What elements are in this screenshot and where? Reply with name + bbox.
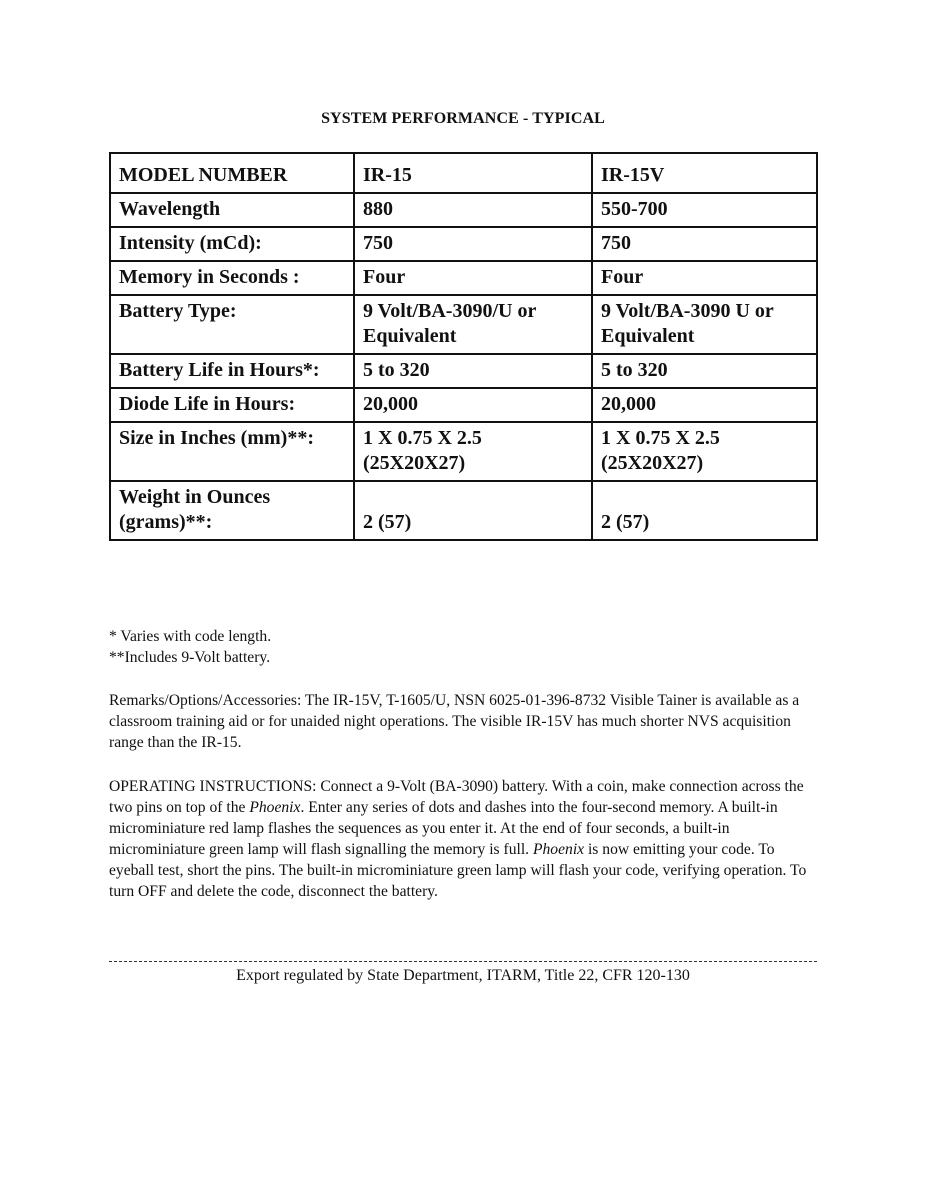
product-name: Phoenix — [532, 841, 585, 858]
table-cell: Battery Type: — [110, 295, 354, 354]
footnote-code-length: * Varies with code length. — [109, 628, 272, 645]
operating-instructions — [109, 776, 821, 902]
table-row — [110, 295, 817, 354]
table-cell: Size in Inches (mm)**: — [110, 422, 354, 481]
table-cell: 750 — [354, 227, 592, 261]
table-row — [110, 354, 817, 388]
table-cell: Weight in Ounces (grams)**: — [110, 481, 354, 540]
table-row — [110, 153, 817, 193]
divider — [109, 961, 817, 962]
table-row — [110, 388, 817, 422]
instructions-text: OPERATING INSTRUCTIONS: Connect a 9-Volt (BA-3090) battery. With a coin, make connection across the two pins on top of the — [109, 778, 804, 816]
table-cell: Memory in Seconds : — [110, 261, 354, 295]
table-cell: 2 (57) — [592, 481, 817, 540]
table-row — [110, 261, 817, 295]
table-cell: 1 X 0.75 X 2.5 (25X20X27) — [354, 422, 592, 481]
performance-table — [109, 152, 818, 541]
export-notice: Export regulated by State Department, ITARM, Title 22, CFR 120-130 — [236, 967, 690, 984]
table-cell: Wavelength — [110, 193, 354, 227]
table-cell: Battery Life in Hours*: — [110, 354, 354, 388]
table-cell: 2 (57) — [354, 481, 592, 540]
table-cell: MODEL NUMBER — [110, 153, 354, 193]
table-cell: 20,000 — [592, 388, 817, 422]
table-cell: 880 — [354, 193, 592, 227]
table-cell: 1 X 0.75 X 2.5 (25X20X27) — [592, 422, 817, 481]
table-cell: Diode Life in Hours: — [110, 388, 354, 422]
table-cell: IR-15 — [354, 153, 592, 193]
table-cell: Four — [354, 261, 592, 295]
remarks-paragraph: Remarks/Options/Accessories: The IR-15V, T-1605/U, NSN 6025-01-396-8732 Visible Tainer is available as a classroom training aid or for unaided night operations. The visible IR-15V has much shorter NVS acquisition range than the IR-15. — [109, 692, 800, 751]
table-cell: 20,000 — [354, 388, 592, 422]
table-cell: Four — [592, 261, 817, 295]
table-cell: 750 — [592, 227, 817, 261]
footnote-battery: **Includes 9-Volt battery. — [109, 649, 271, 666]
table-cell: 5 to 320 — [354, 354, 592, 388]
table-row — [110, 481, 817, 540]
table-cell: IR-15V — [592, 153, 817, 193]
table-cell: 550-700 — [592, 193, 817, 227]
table-row — [110, 227, 817, 261]
table-cell: Intensity (mCd): — [110, 227, 354, 261]
instructions-text: . Enter any series of dots and dashes into the four-second memory. A built-in microminiature red lamp flashes the sequences as you enter it. At the end of four seconds, a built-in microminiature green lamp will flash signalling the memory is full. — [109, 799, 778, 858]
table-cell: 9 Volt/BA-3090 U or Equivalent — [592, 295, 817, 354]
table-row — [110, 422, 817, 481]
product-name: Phoenix — [249, 799, 301, 816]
instructions-text: is now emitting your code. To eyeball test, short the pins. The built-in microminiature green lamp will flash your code, verifying operation. To turn OFF and delete the code, disconnect the battery. — [109, 841, 807, 900]
page-title: SYSTEM PERFORMANCE - TYPICAL — [321, 110, 605, 127]
table-cell: 5 to 320 — [592, 354, 817, 388]
table-cell: 9 Volt/BA-3090/U or Equivalent — [354, 295, 592, 354]
table-row — [110, 193, 817, 227]
